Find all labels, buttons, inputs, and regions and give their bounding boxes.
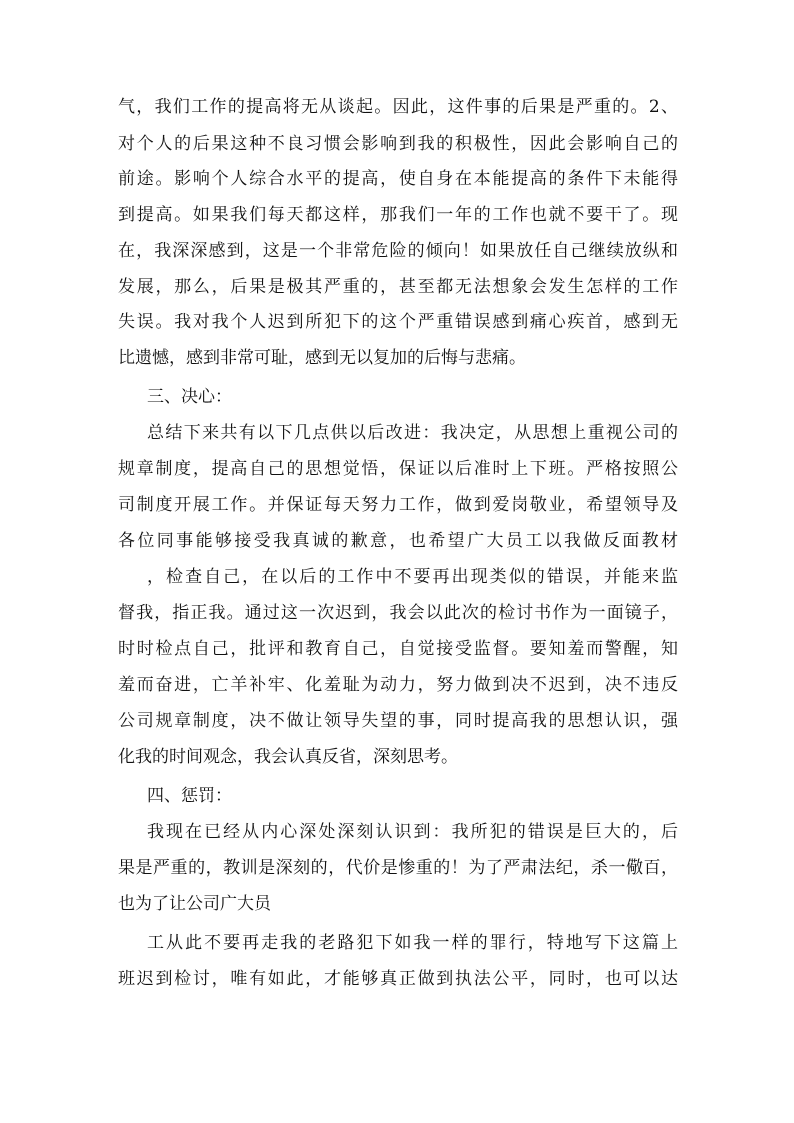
text-line: 班迟到检讨，唯有如此，才能够真正做到执法公平，同时，也可以达	[118, 969, 678, 989]
text-line: 前途。影响个人综合水平的提高，使自身在本能提高的条件下未能得	[118, 169, 678, 189]
text-line: ，检查自己，在以后的工作中不要再出现类似的错误，并能来监	[147, 567, 678, 587]
text-line: 在，我深深感到，这是一个非常危险的倾向！如果放任自己继续放纵和	[118, 241, 678, 261]
text-line: 果是严重的，教训是深刻的，代价是惨重的！为了严肃法纪，杀一儆百，	[118, 858, 678, 878]
text-line: 羞而奋进，亡羊补牢、化羞耻为动力，努力做到决不迟到，决不违反	[118, 675, 678, 695]
text-line: 规章制度，提高自己的思想觉悟，保证以后准时上下班。严格按照公	[118, 459, 678, 479]
text-line: 工从此不要再走我的老路犯下如我一样的罪行，特地写下这篇上	[147, 933, 678, 953]
text-line: 气，我们工作的提高将无从谈起。因此，这件事的后果是严重的。2、	[118, 97, 678, 117]
text-line: 三、决心：	[147, 387, 232, 407]
text-line: 时时检点自己，批评和教育自己，自觉接受监督。要知羞而警醒，知	[118, 639, 678, 659]
text-line: 四、惩罚：	[147, 786, 232, 806]
text-line: 发展，那么，后果是极其严重的，甚至都无法想象会发生怎样的工作	[118, 277, 678, 297]
text-line: 总结下来共有以下几点供以后改进：我决定，从思想上重视公司的	[147, 423, 678, 443]
text-line: 失误。我对我个人迟到所犯下的这个严重错误感到痛心疾首，感到无	[118, 312, 678, 332]
text-line: 化我的时间观念，我会认真反省，深刻思考。	[118, 747, 458, 767]
text-line: 对个人的后果这种不良习惯会影响到我的积极性，因此会影响自己的	[118, 134, 678, 154]
text-line: 各位同事能够接受我真诚的歉意，也希望广大员工以我做反面教材	[118, 531, 678, 551]
text-line: 到提高。如果我们每天都这样，那我们一年的工作也就不要干了。现	[118, 205, 678, 225]
text-line: 公司规章制度，决不做让领导失望的事，同时提高我的思想认识，强	[118, 711, 678, 731]
text-line: 也为了让公司广大员	[118, 894, 271, 914]
text-line: 比遗憾，感到非常可耻，感到无以复加的后悔与悲痛。	[118, 348, 526, 368]
text-line: 督我，指正我。通过这一次迟到，我会以此次的检讨书作为一面镜子，	[118, 603, 678, 623]
text-line: 我现在已经从内心深处深刻认识到：我所犯的错误是巨大的，后	[147, 822, 678, 842]
text-line: 司制度开展工作。并保证每天努力工作，做到爱岗敬业，希望领导及	[118, 495, 678, 515]
